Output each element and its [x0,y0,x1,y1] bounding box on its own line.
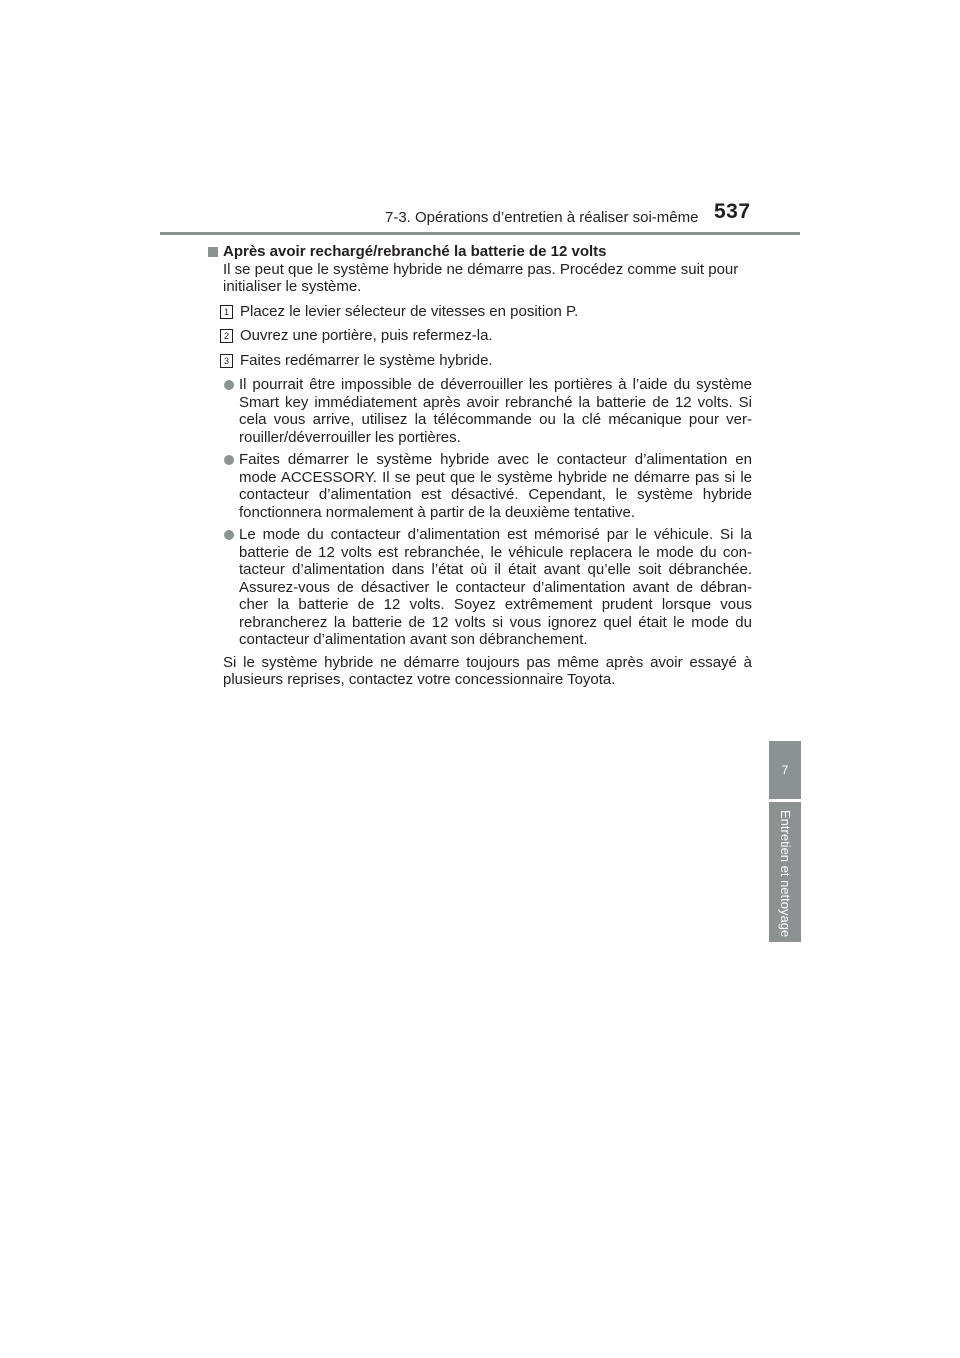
note-item [223,376,752,446]
note-item [223,451,752,521]
chapter-tab-number: 7 [769,741,801,799]
step-text: Faites redémarrer le système hybride. [240,351,493,369]
circle-bullet-icon [224,530,234,540]
step-item [223,303,752,321]
circle-bullet-icon [224,380,234,390]
step-number-icon: 2 [220,329,233,343]
section-title [208,243,752,261]
section-header: 7-3. Opérations d’entretien à réaliser soi-même [385,209,699,226]
step-item [223,352,752,370]
note-item [223,526,752,649]
header-divider [160,232,800,235]
closing-paragraph: Si le système hybride ne démarre toujours pas même après avoir essayé à plusieurs reprises, contactez votre concessionnaire Toyota. [223,653,752,688]
note-text: Le mode du contacteur d’alimentation est mémorisé par le véhicule. Si la batterie de 12 volts est rebranchée, le véhicule replacera le mode du con-tacteur d’alimentation dans l’état où il était avant qu’elle soit débranchée. Assurez-vous de désactiver le contacteur d’alimentation avant de débran-cher la batterie de 12 volts. Soyez extrêmement prudent lorsque vous rebrancherez la batterie de 12 volts si vous ignorez quel était le mode du contacteur d’alimentation avant son débranchement. [239,526,752,648]
square-bullet-icon [208,247,218,257]
note-text: Faites démarrer le système hybride avec le contacteur d’alimentation en mode ACCESSORY. Il se peut que le système hybride ne démarre pas si le contacteur d’alimentation est désactivé. Cependant, le système hybride fonctionnera normalement à partir de la deuxième tentative. [239,451,752,521]
step-text: Placez le levier sélecteur de vitesses en position P. [240,302,579,320]
page-number: 537 [714,200,751,223]
section-title-text: Après avoir rechargé/rebranché la batterie de 12 volts [223,243,607,260]
chapter-tab [769,802,801,942]
circle-bullet-icon [224,455,234,465]
step-number-icon: 3 [220,354,233,368]
step-item [223,327,752,345]
chapter-tab-label: Entretien et nettoyage [778,810,793,938]
step-text: Ouvrez une portière, puis refermez-la. [240,327,493,344]
step-number-icon: 1 [220,305,233,319]
note-text: Il pourrait être impossible de déverrouiller les portières à l’aide du système Smart key immédiatement après avoir rebranché la batterie de 12 volts. Si cela vous arrive, utilisez la télécommande ou la clé mécanique pour ver-rouiller/déverrouiller les portières. [239,376,752,446]
main-content [208,243,752,689]
intro-paragraph: Il se peut que le système hybride ne démarre pas. Procédez comme suit pour initialiser le système. [223,260,739,295]
